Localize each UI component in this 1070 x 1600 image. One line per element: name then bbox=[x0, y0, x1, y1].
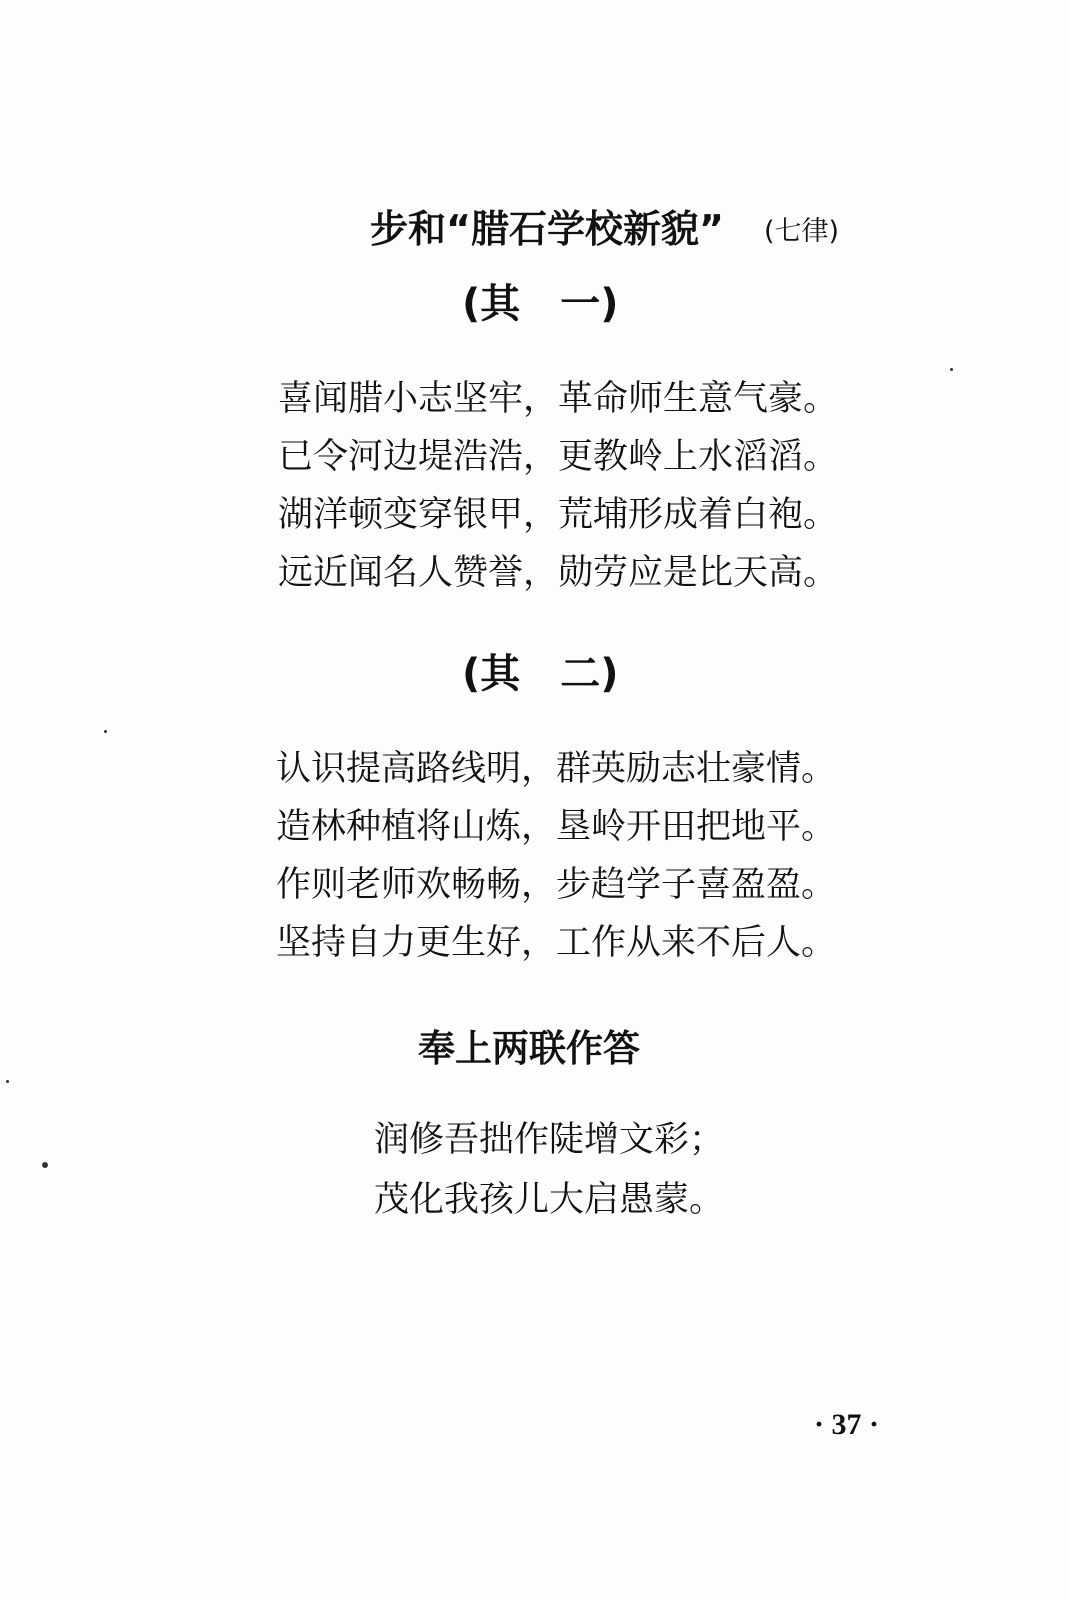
scan-speck bbox=[6, 1080, 9, 1083]
poem-line: 坚持自力更生好，工作从来不后人。 bbox=[276, 923, 837, 963]
poem-line: 认识提高路线明，群英励志壮豪情。 bbox=[276, 749, 837, 789]
scan-speck bbox=[950, 368, 953, 371]
poem-one bbox=[278, 370, 838, 602]
poem-two-label: (其 二) bbox=[462, 651, 619, 697]
couplet bbox=[374, 1110, 724, 1230]
scan-speck bbox=[42, 1162, 48, 1168]
poem-line: 喜闻腊小志坚牢，革命师生意气豪。 bbox=[278, 379, 839, 419]
poem-line: 远近闻名人赞誉，勋劳应是比天高。 bbox=[278, 553, 839, 593]
poem-two bbox=[276, 740, 836, 972]
poem-line: 湖洋顿变穿银甲，荒埔形成着白袍。 bbox=[278, 495, 839, 535]
poem-title: 步和“腊石学校新貌” bbox=[370, 207, 724, 251]
couplet-title: 奉上两联作答 bbox=[418, 1027, 640, 1070]
poem-line: 造林种植将山炼，垦岭开田把地平。 bbox=[276, 807, 837, 847]
couplet-line: 茂化我孩儿大启愚蒙。 bbox=[374, 1180, 725, 1220]
poem-form-note: (七律) bbox=[763, 216, 840, 247]
poem-line: 作则老师欢畅畅，步趋学子喜盈盈。 bbox=[276, 865, 837, 905]
poem-line: 已令河边堤浩浩，更教岭上水滔滔。 bbox=[278, 437, 839, 477]
couplet-line: 润修吾拙作陡增文彩； bbox=[374, 1120, 725, 1160]
page-number: · 37 · bbox=[814, 1408, 880, 1441]
poem-title-row bbox=[370, 198, 839, 253]
poem-one-label: (其 一) bbox=[462, 281, 619, 327]
scan-speck bbox=[104, 730, 107, 733]
